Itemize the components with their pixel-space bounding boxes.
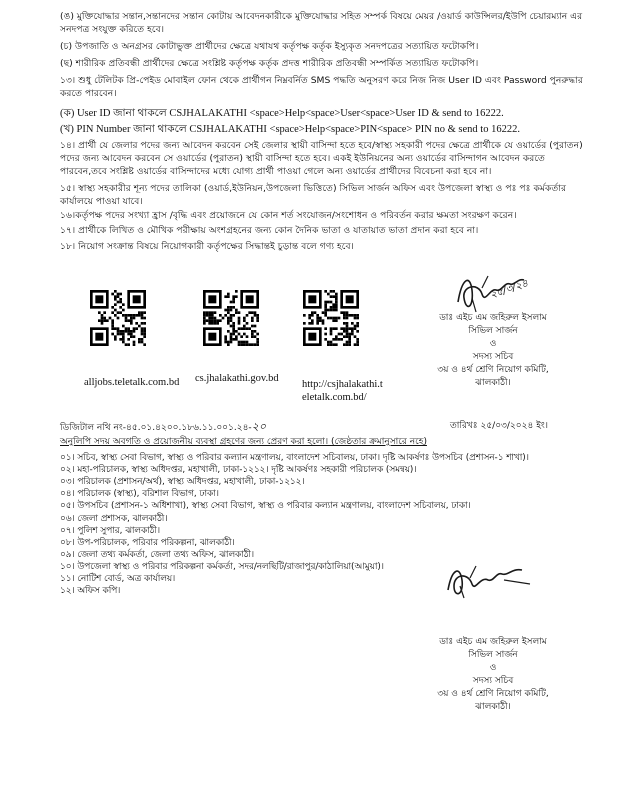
handwritten-signature-icon (442, 560, 537, 600)
qr-label-teletalk: http://csjhalakathi.teletalk.com.bd/ (302, 379, 383, 403)
qr-code-icon[interactable] (203, 290, 259, 346)
signer-committee: ৩য় ও ৪র্থ শ্রেণি নিয়োগ কমিটি, (437, 689, 549, 699)
list-item: ০৬। জেলা প্রশাসক, ঝালকাঠী। (60, 513, 168, 524)
list-item: ০৭। পুলিশ সুপার, ঝালকাঠী। (60, 525, 161, 536)
list-item: ০৮। উপ-পরিচালক, পরিবার পরিকল্পনা, ঝালকাঠী। (60, 537, 235, 548)
signature-block-copy (418, 636, 568, 714)
signer-committee: ৩য় ও ৪র্থ শ্রেণি নিয়োগ কমিটি, (437, 365, 549, 375)
signer-place: ঝালকাঠী। (475, 378, 511, 388)
signer-and: ও (489, 663, 497, 673)
signer-name: ডাঃ এইচ এম জহিরুল ইসলাম (439, 637, 547, 647)
list-item: ১০। উপজেলা স্বাস্থ্য ও পরিবার পরিকল্পনা কর্মকর্তা, সদর/নলছিটি/রাজাপুর/কাঠালিয়া(আমুয়া)। (60, 561, 384, 572)
signature-block (418, 312, 568, 390)
qr-label-cs: cs.jhalakathi.gov.bd (195, 373, 279, 384)
clause-sms-intro: ১৩। শুধু টেলিটক প্রি-পেইড মোবাইল ফোন থেকে প্রার্থীগন নিম্নবর্নিত SMS পদ্ধতি অনুসরণ করে নিজ নিজ User ID এবং Password পুনরুদ্ধার করতে পারবেন। (60, 75, 583, 99)
signer-title: সিভিল সার্জন (468, 326, 518, 336)
list-item: ০৫। উপসচিব (প্রশাসন-১ অধিশাখা), স্বাস্থ্য সেবা বিভাগ, স্বাস্থ্য ও পরিবার কল্যান মন্ত্রণালয়, বাংলাদেশ সচিবালয়, ঢাকা। (60, 501, 471, 512)
memo-date-value: ২৫/০৩/২০২৪ ইং। (480, 421, 548, 431)
list-item: ০২। মহা-পরিচালক, স্বাস্থ্য অধিদপ্তর, মহাখালী, ঢাকা-১২১২। দৃষ্টি আকর্ষণঃ সহকারী পরিচালক (সমন্বয়)। (60, 465, 417, 476)
signature-date: ২৫/৩/২৪ (488, 278, 530, 301)
memo-intro: অনুলিপি সদয় অবগতি ও প্রয়োজনীয় ব্যবস্থা গ্রহণের জন্য প্রেরণ করা হলো। (জেষ্ঠতার ক্রমানুসারে নহে) (60, 437, 427, 447)
clause-freedom-fighter: (ঙ) মুক্তিযোদ্ধার সন্তান,সন্তানদের সন্তান কোটায় আবেদনকারীকে মুক্তিযোদ্ধার সহিত সম্পর্ক বিষয়ে মেয়র /ওয়ার্ড কাউন্সিলর/ইউপি চেয়ারম্যান এর সনদপত্র সংযুক্ত করিতে হবে। (60, 11, 583, 35)
qr-code-icon[interactable] (303, 290, 359, 346)
memo-number-suffix: ২০ (251, 420, 266, 433)
signer-place: ঝালকাঠী। (475, 702, 511, 712)
list-item: ০৪। পরিচালক (স্বাস্থ্য), বরিশাল বিভাগ, ঢাকা। (60, 489, 219, 500)
clause-allowance: ১৭। প্রার্থীকে লিখিত ও মৌখিক পরীক্ষায় অংশগ্রহনের জন্য কোন দৈনিক ভাতা ও যাতায়াত ভাতা প্রদান করা হবে না। (60, 225, 479, 236)
memo-date (450, 418, 548, 433)
clause-disabled: (ছ) শারীরিক প্রতিবন্ধী প্রার্থীদের ক্ষেত্রে সংশ্লিষ্ট কর্তৃপক্ষ কর্তৃক প্রদত্ত শারীরিক প্রতিবন্ধী সম্পর্কিত সত্যায়িত ফটোকপি। (60, 58, 479, 69)
signer-role: সদস্য সচিব (472, 352, 514, 362)
memo-number-text: ডিজিটাল নথি নং-৪৫.০১.৪২০০.১৮৬.১১.০০১.২৪- (60, 423, 252, 433)
list-item: ১১। নোটিশ বোর্ড, অত্র কার্যালয়। (60, 574, 176, 584)
signer-name: ডাঃ এইচ এম জহিরুল ইসলাম (439, 313, 547, 323)
sms-userid: (ক) User ID জানা থাকলে CSJHALAKATHI <space>Help<space>User<space>User ID & send to 16222. (60, 108, 504, 119)
signer-title: সিভিল সার্জন (468, 650, 518, 660)
signer-role: সদস্য সচিব (472, 676, 514, 686)
sms-pin: (খ) PIN Number জানা থাকলে CSJHALAKATHI <space>Help<space>PIN<space> PIN no & send to 16222. (60, 124, 520, 135)
qr-code-icon[interactable] (90, 290, 146, 346)
qr-label-alljobs: alljobs.teletalk.com.bd (84, 377, 180, 388)
memo-date-label: তারিখঃ (450, 421, 478, 431)
clause-authority: ১৬।কর্তৃপক্ষ পদের সংখ্যা হ্রাস /বৃদ্ধি এবং প্রয়োজনে যে কোন শর্ত সংযোজন/সংশোধন ও পরিবর্তন করার ক্ষমতা সংরক্ষণ করেন। (60, 210, 517, 221)
signer-and: ও (489, 339, 497, 349)
list-item: ০৩। পরিচালক (প্রশাসন/অর্থ), স্বাস্থ্য অধিদপ্তর, মহাখালী, ঢাকা-১২১২। (60, 477, 305, 488)
clause-vacancy-list: ১৫। স্বাস্থ্য সহকারীর শূন্য পদের তালিকা (ওয়ার্ড,ইউনিয়ন,উপজেলা ভিত্তিতে) সিভিল সার্জন অফিস এবং উপজেলা স্বাস্থ্য ও পঃ পঃ কর্মকর্তার কার্যালয়ে পাওয়া যাবে। (60, 183, 567, 207)
clause-final-decision: ১৮। নিয়োগ সংক্রান্ত বিষয়ে নিয়োগকারী কর্তৃপক্ষের সিদ্ধান্তই চুড়ান্ত বলে গণ্য হবে। (60, 241, 354, 252)
list-item: ০৯। জেলা তথ্য কর্মকর্তা, জেলা তথ্য অফিস, ঝালকাঠী। (60, 549, 255, 560)
clause-tribal: (চ) উপজাতি ও অনগ্রসর কোটাভুক্ত প্রার্থীদের ক্ষেত্রে যথাযথ কর্তৃপক্ষ কর্তৃক ইস্যুকৃত সনদপত্রের সত্যায়িত ফটোকপি। (60, 41, 479, 52)
list-item: ০১। সচিব, স্বাস্থ্য সেবা বিভাগ, স্বাস্থ্য ও পরিবার কল্যান মন্ত্রণালয়, বাংলাদেশ সচিবালয়, ঢাকা। দৃষ্টি আকর্ষণঃ উপসচিব (প্রশাসন-১ শাখা)। (60, 453, 529, 463)
clause-residency: ১৪। প্রার্থী যে জেলার পদের জন্য আবেদন করবেন সেই জেলার স্থায়ী বাসিন্দা হতে হবে/স্বাস্থ্য সহকারী পদের ক্ষেত্রে প্রার্থীকে যে ওয়ার্ডের (পুরাতন) পদের জন্য আবেদন করবেন সে ওয়ার্ডের (পুরাতন) স্থায়ী বাসিন্দা হতে হবে। একই ইউনিয়নের অন্য ওয়ার্ডের বাসিন্দাগন আবেদন করতে পারবেন,তবে সংশ্লিষ্ট ওয়ার্ডের বাসিন্দাদের মধ্যে যোগ্য প্রার্থী পাওয়া গেলে অন্য ওয়ার্ডের প্রার্থীদের বিবেচনা করা হবে না। (60, 140, 583, 177)
list-item: ১২। অফিস কপি। (60, 586, 121, 597)
